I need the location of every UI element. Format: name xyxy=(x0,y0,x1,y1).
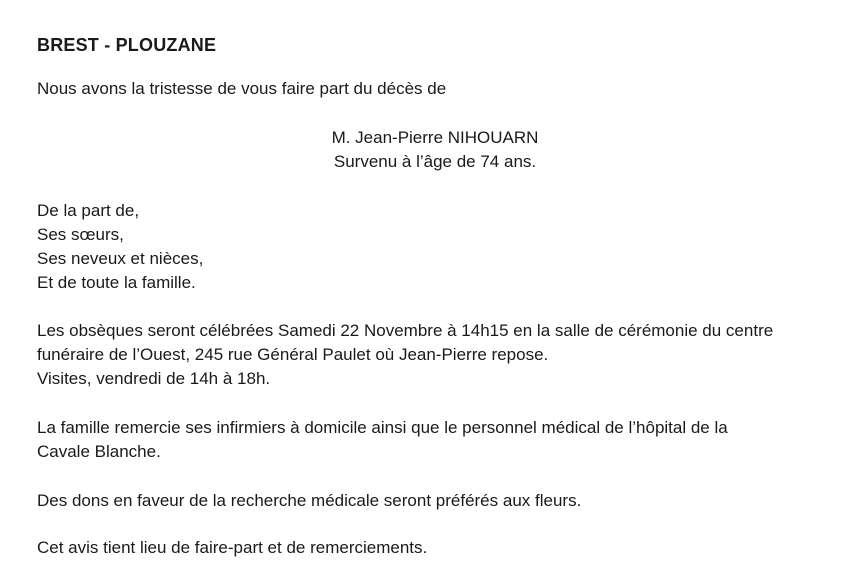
thanks-line: Cavale Blanche. xyxy=(37,442,161,461)
family-line: Et de toute la famille. xyxy=(37,273,196,292)
age-line: Survenu à l’âge de 74 ans. xyxy=(333,152,537,171)
family-line: De la part de, xyxy=(37,201,140,220)
visits-line: Visites, vendredi de 14h à 18h. xyxy=(37,369,271,388)
family-line: Ses neveux et nièces, xyxy=(37,249,204,268)
funeral-details-line: funéraire de l’Ouest, 245 rue Général Paulet où Jean-Pierre repose. xyxy=(37,345,549,364)
closing-line: Cet avis tient lieu de faire-part et de remerciements. xyxy=(37,538,428,557)
thanks-line: La famille remercie ses infirmiers à domicile ainsi que le personnel médical de l’hôpital de la xyxy=(37,418,728,437)
funeral-details-line: Les obsèques seront célébrées Samedi 22 Novembre à 14h15 en la salle de cérémonie du centre xyxy=(37,321,774,340)
family-line: Ses sœurs, xyxy=(37,225,124,244)
deceased-name: M. Jean-Pierre NIHOUARN xyxy=(331,128,539,147)
intro-text: Nous avons la tristesse de vous faire part du décès de xyxy=(37,79,447,98)
location-heading: BREST - PLOUZANE xyxy=(37,35,217,55)
donations-line: Des dons en faveur de la recherche médicale seront préférés aux fleurs. xyxy=(37,491,582,510)
